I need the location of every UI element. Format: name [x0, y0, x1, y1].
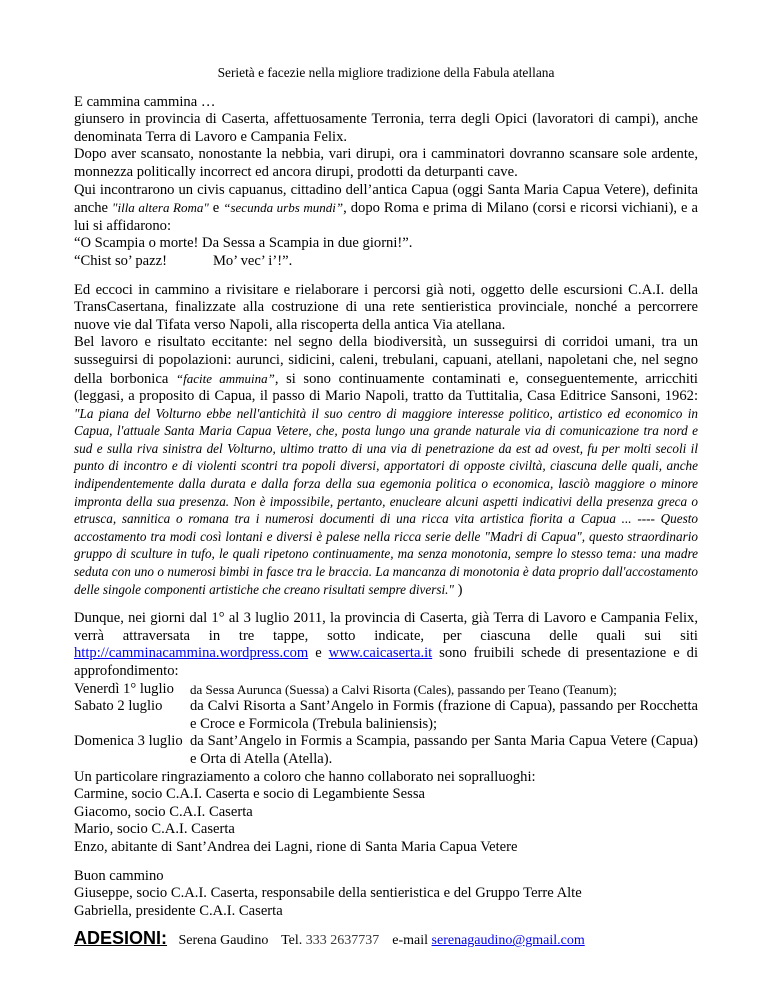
signature-line: Giuseppe, socio C.A.I. Caserta, responsabile della sentieristica e del Gruppo Terre Alte [74, 885, 582, 902]
program-text: sono fruibili schede di presentazione e di approfondimento: [74, 645, 698, 679]
intro-line-4 [74, 182, 698, 236]
stage-row [74, 733, 698, 768]
stage-desc: da Calvi Risorta a Sant’Angelo in Formis (frazione di Capua), passando per Rocchetta e Croce e Formicola (Trebula baliniensis); [190, 698, 698, 732]
email-link[interactable]: serenagaudino@gmail.com [431, 933, 585, 949]
person-line: Carmine, socio C.A.I. Caserta e socio di Legambiente Sessa [74, 786, 425, 803]
document-title: Serietà e facezie nella migliore tradizione della Fabula atellana [217, 65, 555, 80]
email-label: e-mail [392, 933, 429, 949]
program-intro [74, 610, 698, 680]
intro-text: , dopo Roma e prima di Milano (corsi e ricorsi vichiani), e a lui si affidarono: [74, 200, 698, 234]
body-paragraph-1: Ed eccoci in cammino a rivisitare e rielaborare i percorsi già noti, oggetto delle escursioni C.A.I. della TransCasertana, finalizzate alla costruzione di una rete sentieristica provinciale, nonché a percorrere nuove vie dal Tifata verso Napoli, alla riscoperta della antica Via atellana. [74, 281, 698, 333]
dialogue-part: Mo’ vec’ i’!”. [212, 252, 293, 269]
person-line: Enzo, abitante di Sant’Andrea dei Lagni, rione di Santa Maria Capua Vetere [74, 838, 518, 855]
mario-napoli-quote: "La piana del Volturno ebbe nell'antichità il suo centro di maggiore interesse politico, artistico ed economico in Capua, l'attuale Santa Maria Capua Vetere, che, posta lungo una grande naturale via di comunicazione tra nord e sud e sulla riva sinistra del Volturno, ultimo tratto di una via di penetrazione da est ad ovest, fu per molti secoli il punto di incontro e di violenti scontri tra popoli diversi, apportatori di opposte civiltà, ciascuna delle quali, anche indipendentemente dalla durata e dalla forza della sua egemonia politica o economica, lasciò maggiore o minore impronta della sua presenza. Non è impossibile, pertanto, enucleare alcuni aspetti indicativi della presenza greca o etrusca, sannitica o romana tra i numerosi documenti di una ricca vita artistica fiorita a Capua ... ---- Questo accostamento tra modi così lontani e diversi è palese nella ricca serie delle "Madri di Capua", questo straordinario gruppo di sculture in tufo, le quali ripetono continuamente, ma senza monotonia, sempre lo stesso tema: una madre seduta con uno o numerosi bimbi in fasce tra le braccia. La mancanza di monotonia è data proprio dall'accostamento delle singole componenti artistiche che creano risultati sempre diversi." [74, 405, 698, 597]
body-text: , si sono continuamente contaminati e, conseguentemente, arricchiti (leggasi, a proposito di Capua, il passo di Mario Napoli, tratto da Tuttitalia, Casa Editrice Sansoni, 1962: [74, 370, 698, 405]
stage-day: Sabato 2 luglio [74, 698, 163, 715]
intro-line-3: Dopo aver scansato, nonostante la nebbia, vari dirupi, ora i camminatori dovranno scansare sole ardente, monnezza politically incorrect ed ancora dirupi, prodotti da deturpanti cave. [74, 146, 698, 180]
stage-desc: da Sant’Angelo in Formis a Scampia, passando per Santa Maria Capua Vetere (Capua) e Orta di Atella (Atella). [190, 733, 698, 767]
quote-illa-altera-roma: "illa altera Roma" [112, 200, 209, 216]
person-line: Mario, socio C.A.I. Caserta [74, 821, 235, 838]
body-text: ) [453, 581, 463, 598]
intro-text: Qui incontrarono un civis capuanus, cittadino dell’antica Capua (oggi Santa Maria Capua Vetere), definita anche [74, 181, 698, 217]
intro-line-6 [74, 253, 698, 271]
quote-secunda-urbs: “secunda urbs mundi” [223, 200, 344, 216]
dialogue-part: “Chist so’ pazz! [74, 252, 167, 269]
tel-label: Tel. [281, 933, 303, 949]
intro-line-1: E cammina cammina … [74, 93, 216, 110]
tel-number: 333 2637737 [305, 933, 380, 949]
caicaserta-link[interactable]: www.caicaserta.it [328, 645, 433, 662]
stage-day: Venerdì 1° luglio [74, 680, 174, 697]
intro-line-5: “O Scampia o morte! Da Sessa a Scampia in due giorni!”. [74, 235, 413, 252]
thanks-line: Un particolare ringraziamento a coloro che hanno collaborato nei sopralluoghi: [74, 768, 536, 785]
stage-day: Domenica 3 luglio [74, 733, 183, 750]
signature-line: Gabriella, presidente C.A.I. Caserta [74, 902, 283, 919]
adesioni-label: ADESIONI: [74, 928, 168, 949]
program-text: Dunque, nei giorni dal 1° al 3 luglio 2011, la provincia di Caserta, già Terra di Lavoro e Campania Felix, verrà attraversata in tre tappe, sotto indicate, per ciascuna delle quali sui siti [74, 610, 698, 644]
stage-row [74, 681, 698, 699]
program-text: e [308, 645, 329, 662]
intro-text: e [208, 200, 224, 217]
closing-greeting: Buon cammino [74, 867, 164, 884]
intro-line-2: giunsero in provincia di Caserta, affettuosamente Terronia, terra degli Opici (lavoratori di campi), anche denominata Terra di Lavoro e Campania Felix. [74, 111, 698, 145]
person-line: Giacomo, socio C.A.I. Caserta [74, 803, 253, 820]
contact-name: Serena Gaudino [178, 933, 269, 949]
camminacammina-link[interactable]: http://camminacammina.wordpress.com [74, 645, 309, 662]
body-paragraph-2 [74, 334, 698, 599]
stage-row [74, 698, 698, 733]
adesioni-line [74, 930, 698, 950]
stage-desc: da Sessa Aurunca (Suessa) a Calvi Risorta (Cales), passando per Teano (Teanum); [190, 681, 617, 697]
body-text: Bel lavoro e risultato eccitante: nel segno della biodiversità, un susseguirsi di corridoi umani, tra un susseguirsi di popolazioni: aurunci, sidicini, caleni, trebulani, capuani, atellani, napoletani che, nel segno della borbonica [74, 334, 698, 387]
quote-facite-ammuina: “facite ammuina” [175, 370, 275, 386]
